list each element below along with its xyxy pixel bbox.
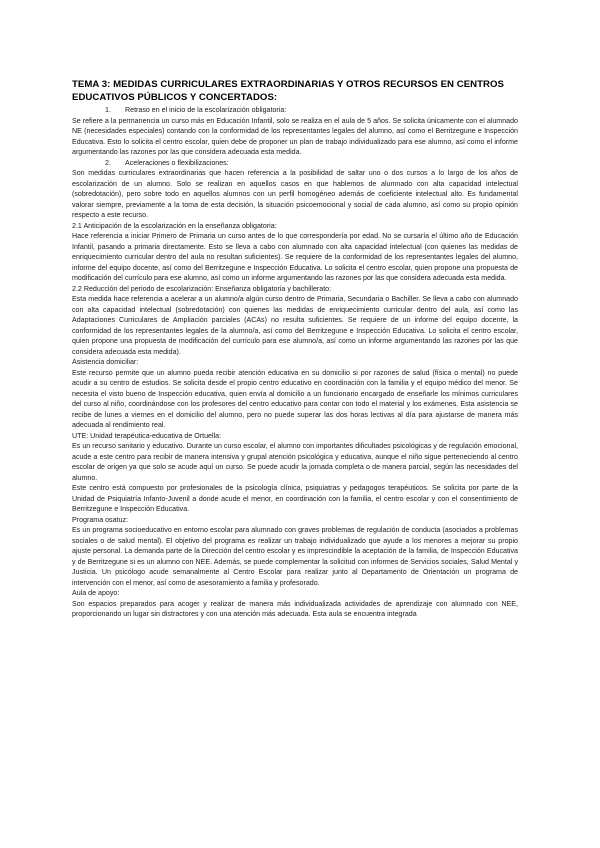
section-2-1-heading: 2.1 Anticipación de la escolarización en la enseñanza obligatoria: <box>72 221 277 230</box>
aula-body: Son espacios preparados para acoger y realizar de manera más individualizada actividades de aprendizaje con alumnado con NEE, proporcionando un lugar sin distractores y con una atención más adecuada. Esta aula se encuentra integrada <box>72 599 518 618</box>
osatuz-heading: Programa osatuz: <box>72 515 128 524</box>
asistencia-heading: Asistencia domiciliar: <box>72 358 139 366</box>
section-2-2-body: Esta medida hace referencia a acelerar a un alumno/a algún curso dentro de Primaria, Secundaria o Bachiller. Se lleva a cabo con alumnado con alta capacidad intelectual (sobredotación) con quienes las medidas de enriquecimiento curricular dentro del aula, así como las Adaptaciones Curriculares de Ampliación parciales (ACAs) no resulta suficientes. Se requiere de un informe del equipo docente, la conformidad de los representantes legales de la alumno/a, así como del Berritzegune e Inspección Educativa. Lo solicita el centro escolar, quien propone una propuesta de modificación del currículo para ese alumno/a, así como un informe argumentando las razones por las que considera adecuada esta medida). <box>72 295 518 356</box>
section-2-body: Son medidas curriculares extraordinarias que hacen referencia a la posibilidad de saltar uno o dos cursos a lo largo de los años de escolarización de un alumno. Solo se realizan en aquellos casos en que hablemos de alumnado con alta capacidad intelectual (sobredotación), pero sobre todo en aquellos alumnos con un perfil homogéneo además de coeficiente intelectual alto. Es fundamental valorar siempre, previamente a la toma de esta decisión, la situación psicoemocional y social de cada alumno, así como su propio opinión respecto a este recurso. <box>72 169 518 219</box>
section-2-heading <box>72 158 518 169</box>
section-2-heading-text: Aceleraciones o flexibilizaciones: <box>125 158 229 167</box>
aula-heading: Aula de apoyo: <box>72 589 120 597</box>
document-body <box>72 78 518 620</box>
osatuz-body: Es un programa socioeducativo en entorno escolar para alumnado con graves problemas de regulación de conducta (asociados a problemas sociales o de salud mental). El objetivo del programa es realizar un trabajo individualizado que ayude a los menores a mejorar su propio ajuste personal. La demanda parte de la Dirección del centro escolar y es imprescindible la aceptación de la familia, de Inspección Educativa y de Berritzegune si es un alumno con NEE. Además, se puede complementar la solicitud con informes de Servicios sociales, Salud Mental y Justicia. Un psicólogo acude semanalmente al Centro Escolar para realizar junto al Departamento de Orientación un programa de intervención con el menor, así como de asesoramiento a familia y profesorado. <box>72 526 518 587</box>
ute-body-1: Es un recurso sanitario y educativo. Durante un curso escolar, el alumno con importantes dificultades psicológicas y de regulación emocional, acude a este centro para recibir de manera intensiva y grupal atención psicológica y educativa, aunque el niño sigue perteneciendo al centro escolar de origen ya que solo se acude aquí un curso. Se puede acudir la jornada completa o de manera parcial, según las necesidades del alumno. <box>72 442 518 482</box>
section-1-heading <box>72 105 518 116</box>
ute-body-2: Este centro está compuesto por profesionales de la psicología clínica, psiquiatras y pedagogos terapéuticos. Se solicita por parte de la Unidad de Psiquiatría Infanto-Juvenil a donde acude el menor, en coordinación con la familia, el centro escolar y con el consentimiento de Berritzegune e Inspección Educativa. <box>72 484 518 513</box>
section-1-heading-text: Retraso en el inicio de la escolarización obligatoria: <box>125 106 287 114</box>
section-2-1-body: Hace referencia a iniciar Primero de Primaria un curso antes de lo que correspondería por edad. No se cursaría el último año de Educación Infantil, pasando a primaria directamente. Esto se lleva a cabo con alumnado con alta capacidad intelectual (con quienes las medidas de enriquecimiento curricular dentro del aula no resultan suficientes). Se requiere de la conformidad de los representantes legales del alumno, informe del equipo docente, así como del Berritzegune e Inspección Educativa. Lo solicita el centro escolar, quien propone una propuesta de modificación del currículo para ese alumno, así como un informe argumentando las razones por las que considera adecuada esta medida. <box>72 232 518 282</box>
ute-heading: UTE: Unidad terapéutica-educativa de Ortuella: <box>72 431 222 440</box>
section-2-number: 2. <box>105 158 111 167</box>
asistencia-body: Este recurso permite que un alumno pueda recibir atención educativa en su domicilio si por razones de salud (física o mental) no puede acudir a su centro de estudios. Se solicita desde el propio centro educativo en coordinación con la familia y el equipo médico del menor. Se necesita el visto bueno de Inspección educativa, quien envía al domicilio a un funcionario encargado de enseñarle los mínimos curriculares del curso al niño, coordinándose con los profesores del centro educativo para contar con todo el material y los exámenes. Esta asistencia se recibe de lunes a viernes en el domicilio del alumno, pero no puede superar las dos horas lectivas al día para ajustarse de manera más adecuada al rendimiento real. <box>72 368 518 429</box>
section-1-number: 1. <box>105 106 111 114</box>
section-1-body: Se refiere a la permanencia un curso más en Educación Infantil, solo se realiza en el aula de 5 años. Se solicita únicamente con el alumnado NE (necesidades especiales) contando con la conformidad de los representantes legales del alumno, así como el Berritzegune e Inspección Educativa. Esto lo solicita el centro escolar, quien debe de proponer un plan de trabajo individualizado para ese alumno, así como el informe argumentando las razones por las que considera adecuada esta medida. <box>72 116 518 156</box>
page-title: TEMA 3: MEDIDAS CURRICULARES EXTRAORDINARIAS Y OTROS RECURSOS EN CENTROS EDUCATIVOS PÚBLICOS Y CONCERTADOS: <box>72 79 504 103</box>
section-2-2-heading: 2.2 Reducción del periodo de escolarización: Enseñanza obligatoria y bachillerato: <box>72 284 332 293</box>
